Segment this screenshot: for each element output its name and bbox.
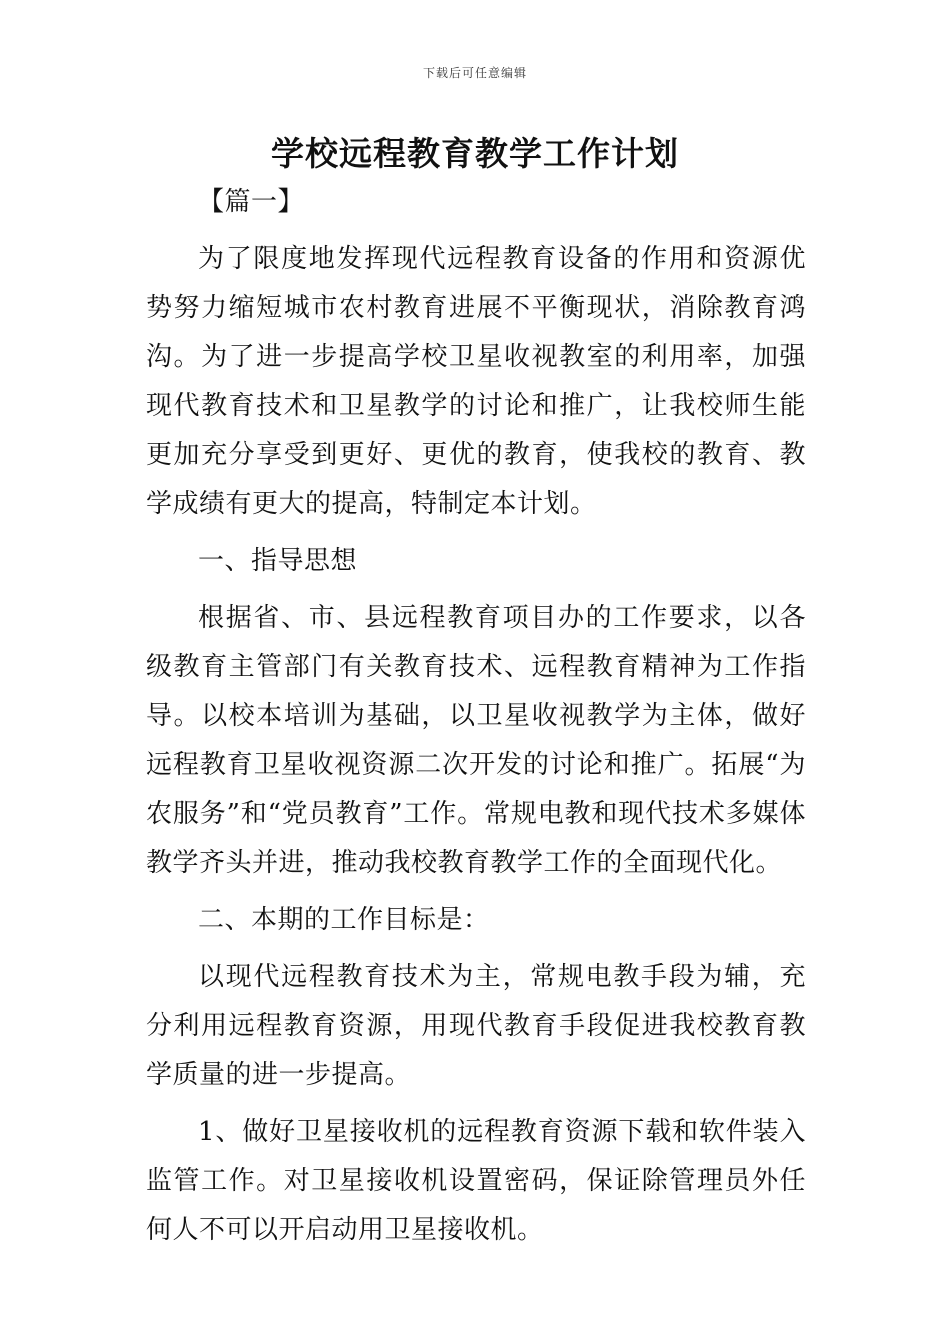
document-body (146, 178, 806, 1255)
intro-paragraph: 为了限度地发挥现代远程教育设备的作用和资源优势努力缩短城市农村教育进展不平衡现状，消除教育鸿沟。为了进一步提高学校卫星收视教室的利用率，加强现代教育技术和卫星教学的讨论和推广，让我校师生能更加充分享受到更好、更优的教育，使我校的教育、教学成绩有更大的提高，特制定本计划。 (146, 244, 806, 519)
section-heading-guiding: 一、指导思想 (198, 546, 358, 576)
section-heading-goals: 二、本期的工作目标是： (198, 905, 490, 935)
part-label: 【篇一】 (198, 187, 305, 217)
goals-paragraph: 以现代远程教育技术为主，常规电教手段为辅，充分利用远程教育资源，用现代教育手段促进我校教育教学质量的进一步提高。 (146, 962, 806, 1090)
guiding-paragraph: 根据省、市、县远程教育项目办的工作要求，以各级教育主管部门有关教育技术、远程教育精神为工作指导。以校本培训为基础，以卫星收视教学为主体，做好远程教育卫星收视资源二次开发的讨论和推广。拓展“为农服务”和“党员教育”工作。常规电教和现代技术多媒体教学齐头并进，推动我校教育教学工作的全面现代化。 (146, 603, 806, 878)
header-note: 下载后可任意编辑 (422, 66, 527, 80)
document-title: 学校远程教育教学工作计划 (271, 134, 679, 173)
item-1-paragraph: 1、做好卫星接收机的远程教育资源下载和软件装入监管工作。对卫星接收机设置密码，保证除管理员外任何人不可以开启动用卫星接收机。 (146, 1117, 806, 1245)
